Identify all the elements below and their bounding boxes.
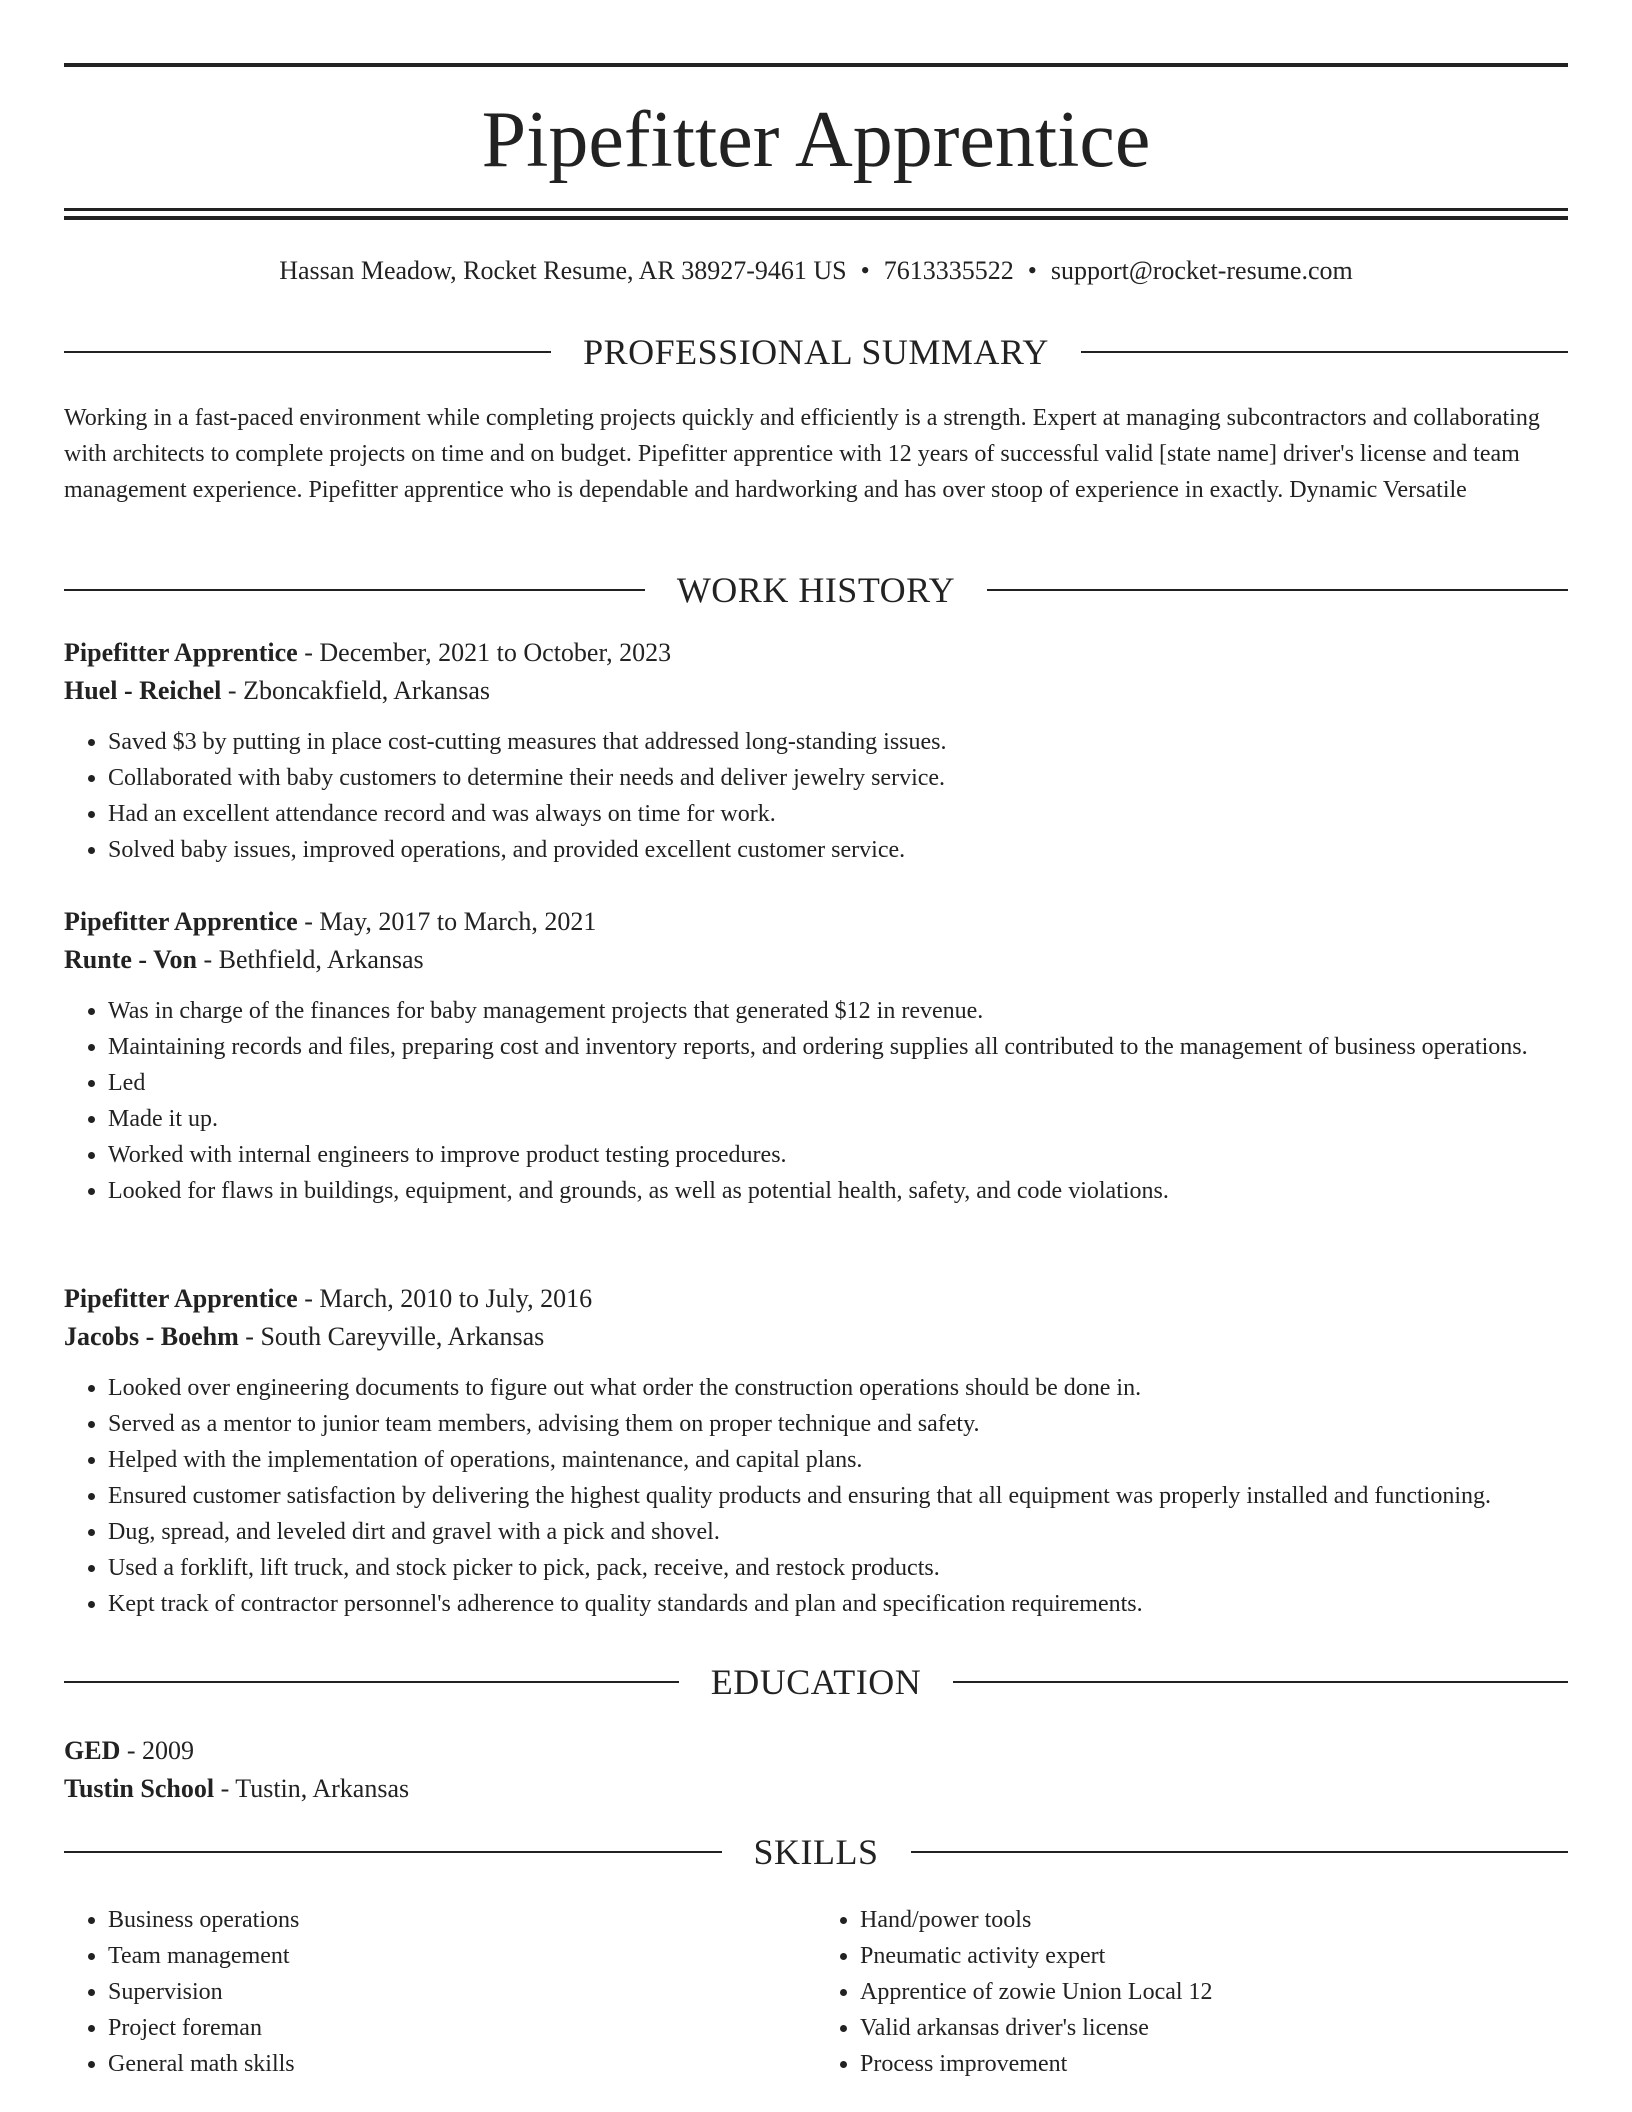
contact-phone: 7613335522 — [883, 256, 1014, 285]
section-header-work — [64, 568, 1568, 612]
skill-item: • Process improvement — [860, 2046, 1568, 2082]
section-title-summary: PROFESSIONAL SUMMARY — [583, 332, 1049, 372]
job-bullet: • Maintaining records and files, preparing cost and inventory reports, and ordering supplies all contributed to the management of business operations. — [108, 1029, 1568, 1065]
job-entry — [64, 634, 1568, 868]
job-bullets — [64, 724, 1568, 868]
job-entry — [64, 903, 1568, 1209]
section-title-education: EDUCATION — [710, 1662, 922, 1702]
job-title: Pipefitter Apprentice — [64, 907, 298, 936]
job-bullet: • Looked over engineering documents to figure out what order the construction operations should be done in. — [108, 1370, 1568, 1406]
job-dates: - March, 2010 to July, 2016 — [297, 1284, 593, 1313]
job-title-line — [64, 903, 1568, 941]
section-title-skills: SKILLS — [753, 1832, 879, 1872]
skills-left-list — [64, 1902, 816, 2082]
job-bullet: • Looked for flaws in buildings, equipment, and grounds, as well as potential health, safety, and code violations. — [108, 1173, 1568, 1209]
education-school-line — [64, 1770, 1568, 1808]
section-header-summary — [64, 330, 1568, 374]
job-company: Jacobs - Boehm — [64, 1322, 239, 1351]
contact-address: Hassan Meadow, Rocket Resume, AR 38927-9461 US — [279, 256, 847, 285]
title-rule-upper — [64, 208, 1568, 211]
job-bullet: • Dug, spread, and leveled dirt and gravel with a pick and shovel. — [108, 1514, 1568, 1550]
skill-item: • Valid arkansas driver's license — [860, 2010, 1568, 2046]
contact-separator: • — [860, 256, 870, 285]
job-bullet: • Collaborated with baby customers to determine their needs and deliver jewelry service. — [108, 760, 1568, 796]
professional-summary: Working in a fast-paced environment while completing projects quickly and efficiently is a strength. Expert at managing subcontractors and collaborating with architects to complete projects on time and on budget. Pipefitter apprentice with 12 years of successful valid [state name] driver's license and team management experience. Pipefitter apprentice who is dependable and hardworking and has over stoop of experience in exactly. Dynamic Versatile — [64, 405, 1540, 503]
section-rule — [64, 1851, 722, 1853]
section-rule — [64, 351, 551, 353]
job-title-line — [64, 634, 1568, 672]
resume-title: Pipefitter Apprentice — [481, 96, 1151, 184]
top-rule — [64, 63, 1568, 67]
skill-item: • Project foreman — [108, 2010, 816, 2046]
job-company-line — [64, 1318, 1568, 1356]
job-bullet: • Was in charge of the finances for baby management projects that generated $12 in revenue. — [108, 993, 1568, 1029]
job-bullet: • Solved baby issues, improved operations, and provided excellent customer service. — [108, 832, 1568, 868]
education-year: - 2009 — [120, 1736, 195, 1765]
job-bullets — [64, 1370, 1568, 1622]
section-rule — [64, 589, 645, 591]
education-degree-line — [64, 1732, 1568, 1770]
job-dates: - May, 2017 to March, 2021 — [297, 907, 597, 936]
contact-email: support@rocket-resume.com — [1050, 256, 1353, 285]
job-bullet: • Served as a mentor to junior team members, advising them on proper technique and safety. — [108, 1406, 1568, 1442]
job-bullet: • Kept track of contractor personnel's adherence to quality standards and plan and specification requirements. — [108, 1586, 1568, 1622]
skill-item: • Business operations — [108, 1902, 816, 1938]
education-degree: GED — [64, 1736, 121, 1765]
job-company-line — [64, 941, 1568, 979]
job-bullet: • Worked with internal engineers to improve product testing procedures. — [108, 1137, 1568, 1173]
section-rule — [1081, 351, 1568, 353]
skill-item: • Apprentice of zowie Union Local 12 — [860, 1974, 1568, 2010]
job-bullet: • Ensured customer satisfaction by delivering the highest quality products and ensuring that all equipment was properly installed and functioning. — [108, 1478, 1568, 1514]
job-location: - Bethfield, Arkansas — [196, 945, 424, 974]
job-title: Pipefitter Apprentice — [64, 1284, 298, 1313]
section-header-skills — [64, 1830, 1568, 1874]
contact-line — [64, 254, 1568, 288]
job-company: Runte - Von — [64, 945, 197, 974]
job-bullet: • Used a forklift, lift truck, and stock picker to pick, pack, receive, and restock products. — [108, 1550, 1568, 1586]
education-entry — [64, 1732, 1568, 1808]
section-header-education — [64, 1660, 1568, 1704]
job-bullet: • Saved $3 by putting in place cost-cutting measures that addressed long-standing issues. — [108, 724, 1568, 760]
job-bullets — [64, 993, 1568, 1209]
job-location: - South Careyville, Arkansas — [238, 1322, 545, 1351]
job-bullet: • Helped with the implementation of operations, maintenance, and capital plans. — [108, 1442, 1568, 1478]
job-bullet: • Had an excellent attendance record and was always on time for work. — [108, 796, 1568, 832]
education-location: - Tustin, Arkansas — [214, 1774, 410, 1803]
skill-item: • Hand/power tools — [860, 1902, 1568, 1938]
skill-item: • General math skills — [108, 2046, 816, 2082]
section-title-work: WORK HISTORY — [676, 570, 956, 610]
job-dates: - December, 2021 to October, 2023 — [297, 638, 672, 667]
title-rule-lower — [64, 216, 1568, 220]
skill-item: • Team management — [108, 1938, 816, 1974]
job-entry — [64, 1280, 1568, 1622]
skills-right-list — [816, 1902, 1568, 2082]
job-company: Huel - Reichel — [64, 676, 222, 705]
job-company-line — [64, 672, 1568, 710]
job-title: Pipefitter Apprentice — [64, 638, 298, 667]
skills-columns — [64, 1902, 1568, 2082]
education-school: Tustin School — [64, 1774, 215, 1803]
skill-item: • Supervision — [108, 1974, 816, 2010]
section-rule — [953, 1681, 1568, 1683]
job-location: - Zboncakfield, Arkansas — [221, 676, 491, 705]
job-title-line — [64, 1280, 1568, 1318]
skill-item: • Pneumatic activity expert — [860, 1938, 1568, 1974]
section-rule — [64, 1681, 679, 1683]
contact-separator: • — [1027, 256, 1037, 285]
section-rule — [987, 589, 1568, 591]
job-bullet: • Led — [108, 1065, 1568, 1101]
section-rule — [911, 1851, 1569, 1853]
job-bullet: • Made it up. — [108, 1101, 1568, 1137]
